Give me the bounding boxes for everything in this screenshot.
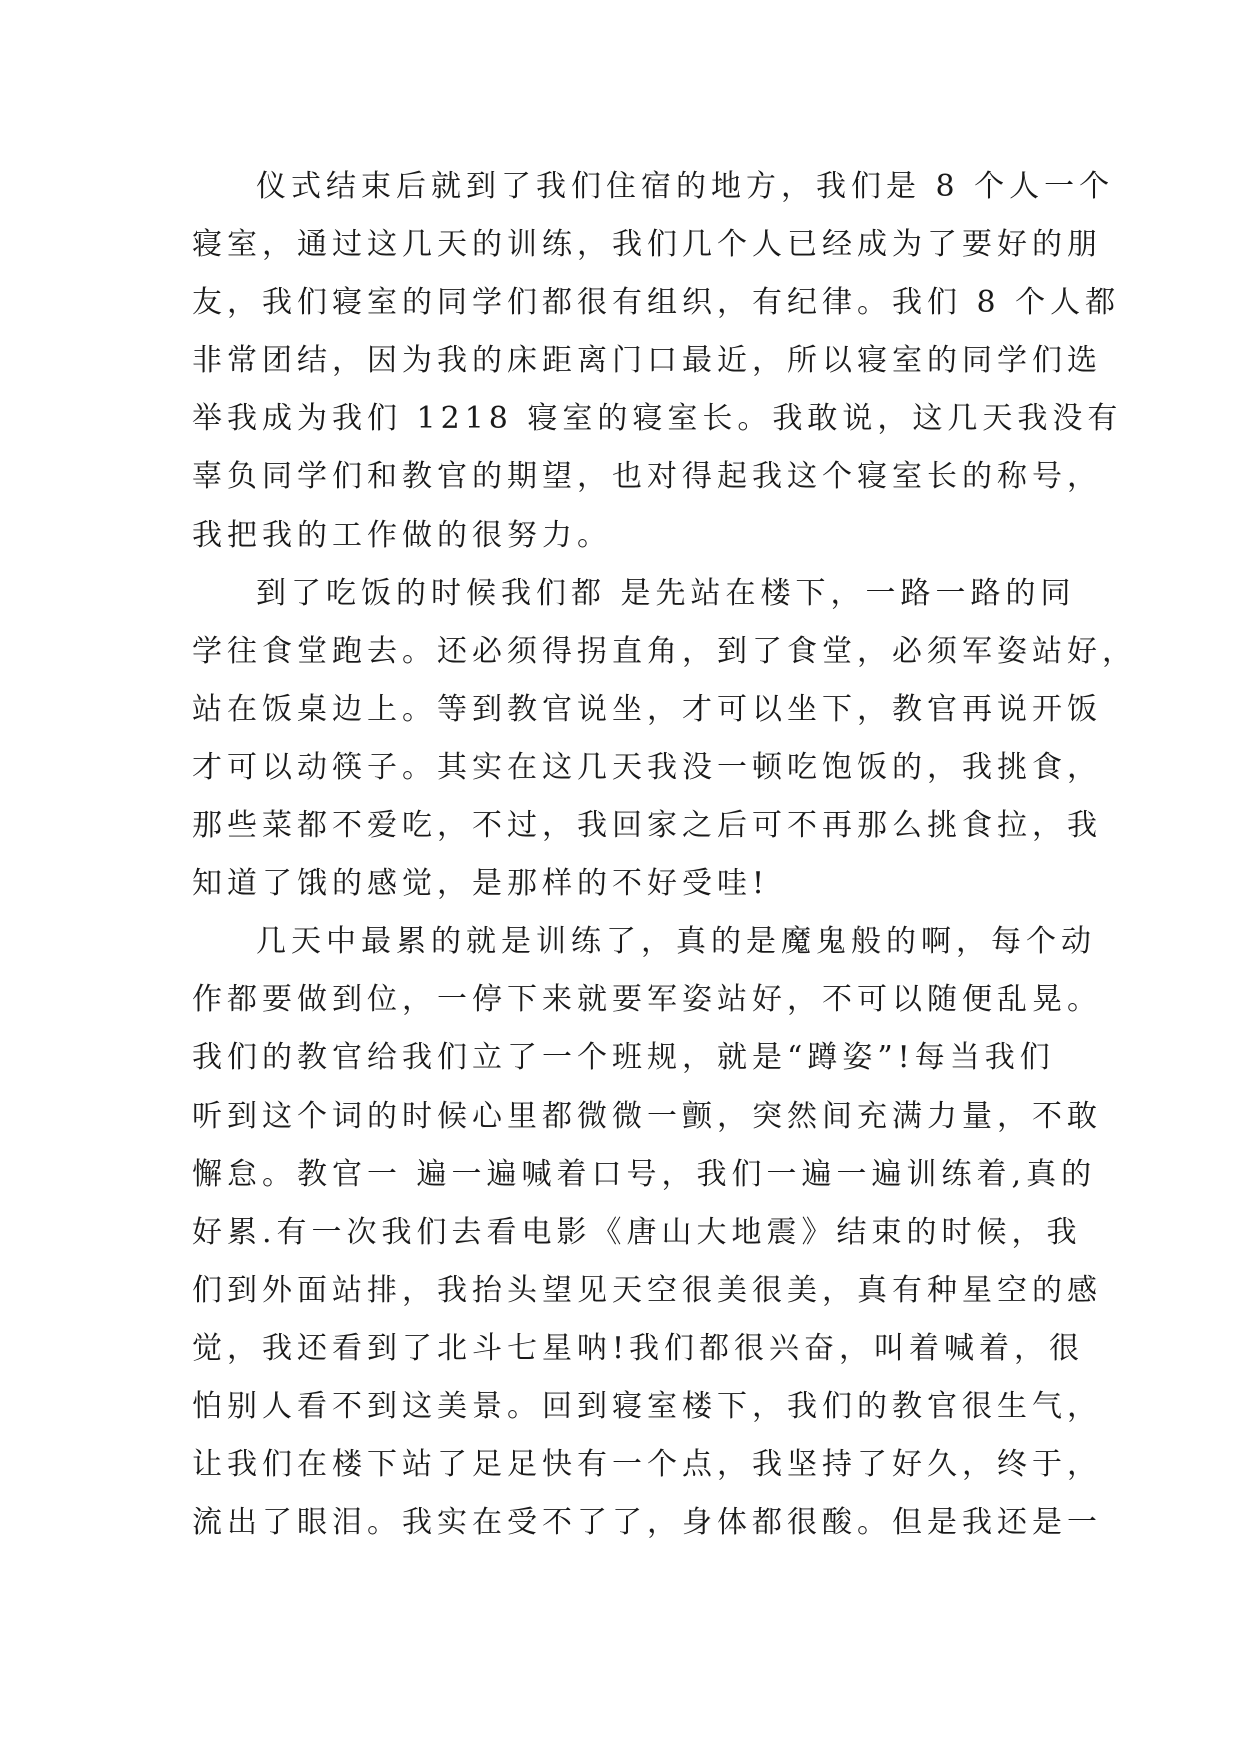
text-line: 寝室，通过这几天的训练，我们几个人已经成为了要好的朋 xyxy=(192,227,1102,263)
text-line: 到了吃饭的时候我们都 是先站在楼下，一路一路的同 xyxy=(256,575,1076,611)
text-line: 仪式结束后就到了我们住宿的地方，我们是 8 个人一个 xyxy=(256,169,1115,204)
body-text xyxy=(192,158,1137,1552)
text-line: 好累.有一次我们去看电影《唐山大地震》结束的时候，我 xyxy=(192,1214,1082,1250)
text-line: 辜负同学们和教官的期望，也对得起我这个寝室长的称号， xyxy=(192,459,1102,495)
text-line: 友，我们寝室的同学们都很有组织，有纪律。我们 8 个人都 xyxy=(192,285,1121,321)
text-line: 几天中最累的就是训练了，真的是魔鬼般的啊，每个动 xyxy=(256,924,1096,960)
text-line: 们到外面站排，我抬头望见天空很美很美，真有种星空的感 xyxy=(192,1272,1102,1308)
text-line: 我们的教官给我们立了一个班规，就是“蹲姿”!每当我们 xyxy=(192,1040,1055,1076)
text-line: 觉，我还看到了北斗七星呐!我们都很兴奋，叫着喊着，很 xyxy=(192,1330,1085,1366)
paragraph xyxy=(192,565,1137,914)
text-line: 非常团结，因为我的床距离门口最近，所以寝室的同学们选 xyxy=(192,343,1102,379)
text-line: 知道了饿的感觉，是那样的不好受哇! xyxy=(192,866,770,902)
text-line: 才可以动筷子。其实在这几天我没一顿吃饱饭的，我挑食， xyxy=(192,749,1102,785)
text-line: 让我们在楼下站了足足快有一个点，我坚持了好久，终于， xyxy=(192,1447,1102,1483)
text-line: 那些菜都不爱吃，不过，我回家之后可不再那么挑食拉，我 xyxy=(192,808,1102,844)
text-line: 怕别人看不到这美景。回到寝室楼下，我们的教官很生气， xyxy=(192,1388,1102,1424)
text-line: 我把我的工作做的很努力。 xyxy=(192,517,612,553)
text-line: 懈怠。教官一 遍一遍喊着口号，我们一遍一遍训练着,真的 xyxy=(192,1156,1097,1192)
paragraph xyxy=(192,158,1123,565)
paragraph xyxy=(192,913,1102,1552)
text-line: 作都要做到位，一停下来就要军姿站好，不可以随便乱晃。 xyxy=(192,982,1102,1018)
text-line: 学往食堂跑去。还必须得拐直角，到了食堂，必须军姿站好， xyxy=(192,633,1137,669)
text-line: 站在饭桌边上。等到教官说坐，才可以坐下，教官再说开饭 xyxy=(192,691,1102,727)
text-line: 流出了眼泪。我实在受不了了，身体都很酸。但是我还是一 xyxy=(192,1505,1102,1541)
text-line: 听到这个词的时候心里都微微一颤，突然间充满力量，不敢 xyxy=(192,1098,1102,1134)
text-line: 举我成为我们 1218 寝室的寝室长。我敢说，这几天我没有 xyxy=(192,401,1123,437)
